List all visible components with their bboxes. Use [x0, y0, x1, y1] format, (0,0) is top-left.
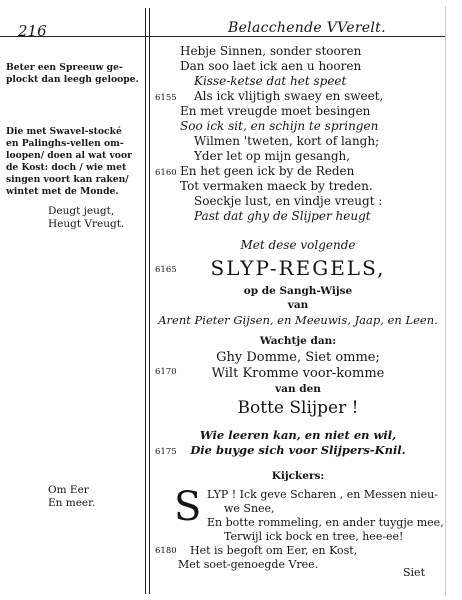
heading-intro: Met dese volgende — [240, 238, 356, 252]
verse-line: Kisse-ketse dat het speet — [194, 74, 347, 88]
margin-note-2 — [6, 126, 132, 198]
margin-note-line: Deugt jeugt, — [48, 205, 115, 217]
margin-note-line: en Palinghs-vellen om- — [6, 138, 124, 149]
verse-line: Wilt Kromme voor-komme — [211, 366, 385, 381]
verse-line: Yder let op mijn gesangh, — [194, 149, 351, 163]
verse-line: Als ick vlijtigh swaey en sweet, — [194, 89, 384, 103]
verse-line: LYP ! Ick geve Scharen , en Messen nieu- — [207, 488, 438, 501]
margin-note-line: singen voort kan raken/ — [6, 174, 129, 185]
verse-line: we Snee, — [224, 502, 275, 515]
verse-line: Het is begoft om Eer, en Kost, — [190, 544, 358, 557]
margin-note-line: Beter een Spreeuw ge- — [6, 62, 123, 73]
page-number: 216 — [18, 22, 47, 40]
running-head: Belacchende VVerelt. — [228, 20, 386, 36]
motto-line: Wie leeren kan, en niet en wil, — [199, 428, 397, 442]
verse-line: Past dat ghy de Slijper heugt — [194, 209, 371, 223]
wachtje-title: Botte Slijper ! — [237, 398, 359, 418]
margin-note-line: wintet met de Monde. — [6, 186, 119, 197]
margin-note-1 — [6, 62, 139, 86]
wachtje-vanden: van den — [275, 383, 321, 395]
line-number: 6175 — [155, 447, 177, 457]
line-number: 6155 — [155, 93, 177, 103]
margin-note-line: de Kost: doch / wie met — [6, 162, 127, 173]
motto-line: Die buyge sich voor Slijpers-Knil. — [190, 443, 406, 457]
line-number: 6160 — [155, 168, 177, 178]
verse-line: En met vreugde moet besingen — [180, 104, 371, 118]
verse-line: Tot vermaken maeck by treden. — [180, 179, 373, 193]
verse-line: En het geen ick by de Reden — [180, 164, 355, 178]
verse-line: Soo ick sit, en schijn te springen — [180, 119, 379, 133]
margin-note-line: loopen/ doen al wat voor — [6, 150, 132, 161]
kijckers-label: Kijckers: — [271, 470, 325, 482]
heading-van: van — [287, 299, 309, 311]
heading-authors: Arent Pieter Gijsen, en Meeuwis, Jaap, en Leen. — [158, 313, 438, 327]
drop-cap: S — [174, 484, 202, 530]
header-rule — [0, 36, 446, 37]
margin-note-line: En meer. — [48, 497, 96, 509]
margin-note-line: Die met Swavel-stocké — [6, 126, 122, 137]
margin-note-3 — [48, 205, 124, 231]
verse-line: Dan soo laet ick aen u hooren — [180, 59, 362, 73]
margin-note-line: Om Eer — [48, 484, 89, 496]
margin-note-4 — [48, 484, 95, 510]
verse-line: En botte rommeling, en ander tuygje mee, — [207, 516, 444, 529]
line-number: 6165 — [155, 265, 177, 275]
line-number: 6170 — [155, 367, 177, 377]
line-number: 6180 — [155, 546, 177, 556]
verse-line: Ghy Domme, Siet omme; — [216, 350, 380, 365]
catchword: Siet — [403, 566, 425, 579]
heading-tune: op de Sangh-Wijse — [243, 285, 353, 297]
column-rule-left — [145, 8, 146, 594]
margin-note-line: Heugt Vreugt. — [48, 218, 125, 230]
verse-line: Soeckje lust, en vindje vreugt : — [194, 194, 383, 208]
heading-title: SLYP-REGELS, — [210, 256, 386, 280]
verse-line: Terwijl ick bock en tree, hee-ee! — [224, 530, 404, 543]
margin-note-line: plockt dan leegh geloope. — [6, 74, 139, 85]
wachtje-label: Wachtje dan: — [259, 335, 337, 347]
verse-line: Met soet-genoegde Vree. — [178, 558, 319, 571]
verse-line: Wilmen 'tweten, kort of langh; — [194, 134, 380, 148]
verse-line: Hebje Sinnen, sonder stooren — [180, 44, 362, 58]
